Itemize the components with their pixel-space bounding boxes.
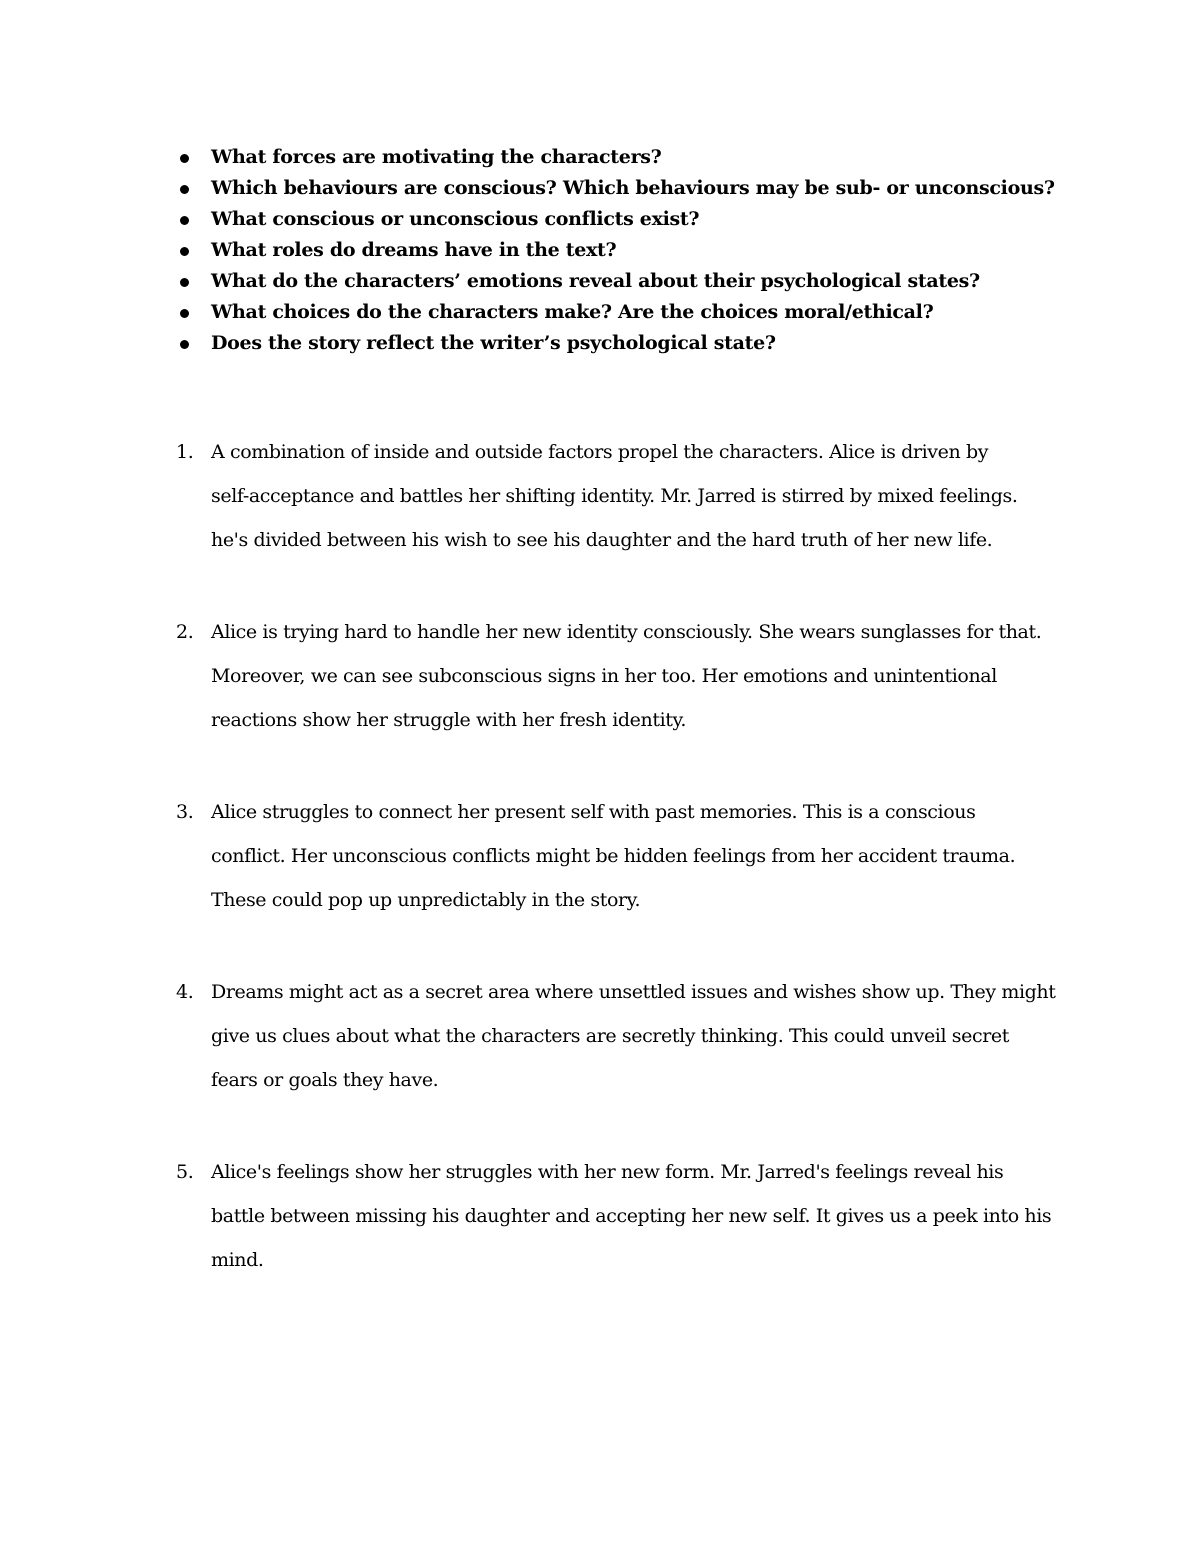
answer-line: fears or goals they have. [211,1069,439,1091]
bullet-icon [180,247,189,256]
question-item [172,204,1132,235]
answer-number: 3. [176,801,194,823]
answer-line: battle between missing his daughter and accepting her new self. It gives us a peek into his [211,1205,1052,1227]
question-item [172,235,1132,266]
question-text: What choices do the characters make? Are the choices moral/ethical? [211,301,934,323]
answer-list [172,430,1072,1330]
answer-line: Moreover, we can see subconscious signs in her too. Her emotions and unintentional [211,665,997,687]
answer-line: These could pop up unpredictably in the story. [211,889,641,911]
question-item [172,328,1132,359]
question-text: What do the characters’ emotions reveal about their psychological states? [211,270,980,292]
question-item [172,266,1132,297]
answer-line: Alice is trying hard to handle her new identity consciously. She wears sunglasses for that. [211,621,1042,643]
question-text: Which behaviours are conscious? Which behaviours may be sub- or unconscious? [211,177,1055,199]
bullet-icon [180,278,189,287]
answer-item [172,970,1072,1102]
bullet-icon [180,185,189,194]
bullet-icon [180,216,189,225]
question-item [172,173,1132,204]
answer-line: Dreams might act as a secret area where unsettled issues and wishes show up. They might [211,981,1056,1003]
answer-line: self-acceptance and battles her shifting identity. Mr. Jarred is stirred by mixed feelings. [211,485,1018,507]
answer-line: conflict. Her unconscious conflicts might be hidden feelings from her accident trauma. [211,845,1016,867]
answer-line: mind. [211,1249,264,1271]
question-text: Does the story reflect the writer’s psychological state? [211,332,776,354]
answer-item [172,1150,1072,1282]
question-text: What roles do dreams have in the text? [211,239,617,261]
answer-number: 1. [176,441,194,463]
answer-line: reactions show her struggle with her fresh identity. [211,709,686,731]
question-text: What conscious or unconscious conflicts exist? [211,208,700,230]
answer-line: Alice struggles to connect her present self with past memories. This is a conscious [211,801,976,823]
answer-line: he's divided between his wish to see his daughter and the hard truth of her new life. [211,529,993,551]
answer-number: 2. [176,621,194,643]
answer-line: A combination of inside and outside factors propel the characters. Alice is driven by [211,441,989,463]
answer-line: Alice's feelings show her struggles with her new form. Mr. Jarred's feelings reveal his [211,1161,1004,1183]
answer-line: give us clues about what the characters are secretly thinking. This could unveil secret [211,1025,1009,1047]
bullet-icon [180,154,189,163]
answer-number: 5. [176,1161,194,1183]
answer-item [172,790,1072,922]
bullet-icon [180,340,189,349]
answer-item [172,610,1072,742]
question-item [172,142,1132,173]
question-list [172,142,1132,359]
answer-item [172,430,1072,562]
bullet-icon [180,309,189,318]
question-text: What forces are motivating the characters? [211,146,662,168]
answer-number: 4. [176,981,194,1003]
question-item [172,297,1132,328]
